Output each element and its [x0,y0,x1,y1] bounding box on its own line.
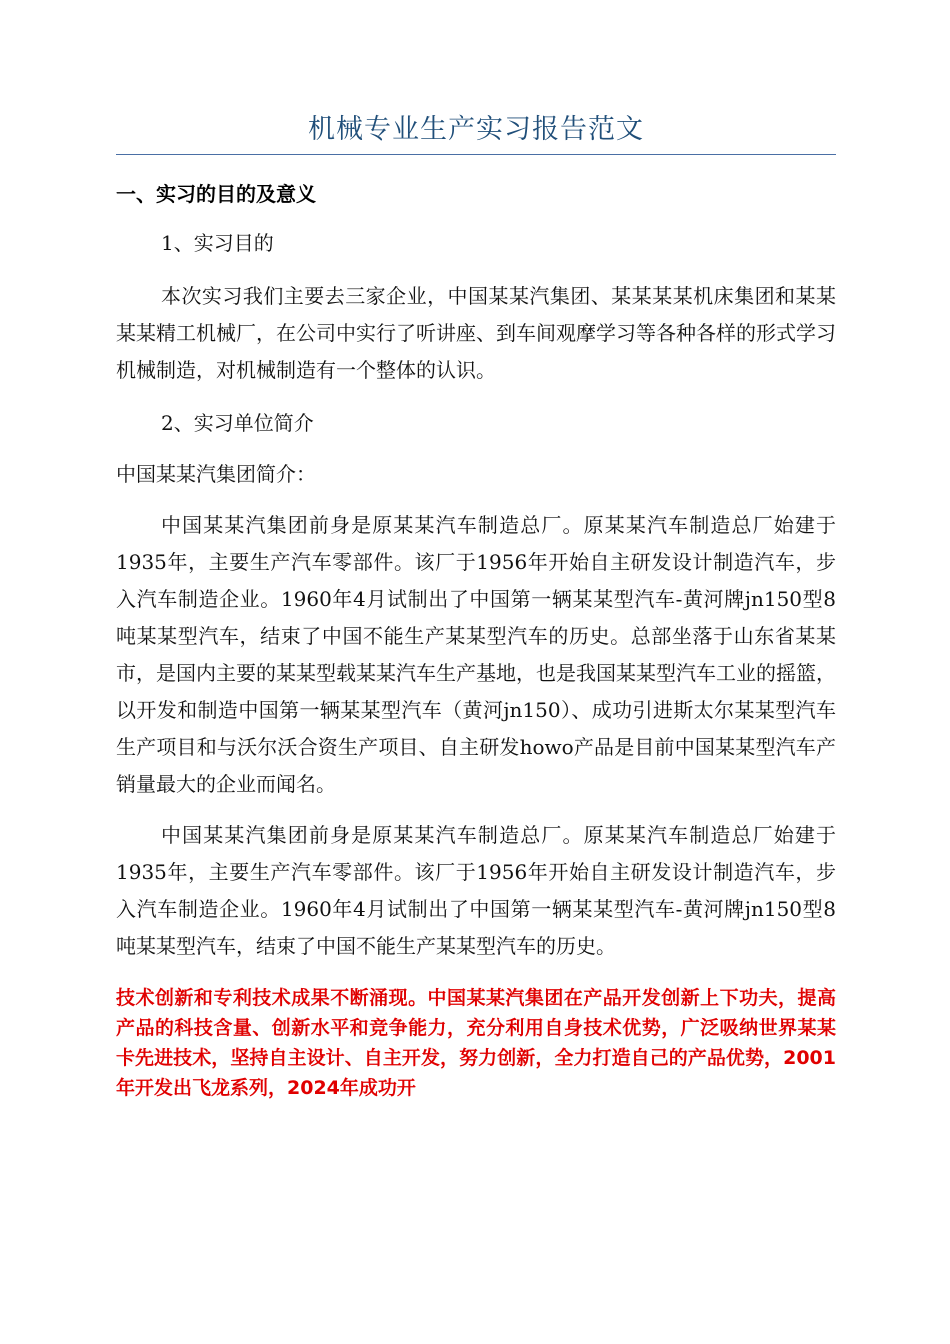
section-heading-purpose: 一、实习的目的及意义 [116,182,316,206]
paragraph-internship-overview: 本次实习我们主要去三家企业，中国某某汽集团、某某某某机床集团和某某某某精工机械厂，在公司中实行了听讲座、到车间观摩学习等各种各样的形式学习机械制造，对机械制造有一个整体的认识。 [116,284,836,382]
document-title: 机械专业生产实习报告范文 [116,110,836,155]
document-content [116,110,836,1122]
paragraph-company-history-repeat: 中国某某汽集团前身是原某某汽车制造总厂。原某某汽车制造总厂始建于1935年，主要生产汽车零部件。该厂于1956年开始自主研发设计制造汽车，步入汽车制造企业。1960年4月试制出了中国第一辆某某型汽车-黄河牌jn150型8吨某某型汽车，结束了中国不能生产某某型汽车的历史。 [116,823,836,958]
subheading-company-intro: 2、实习单位简介 [161,411,314,435]
paragraph-company-history: 中国某某汽集团前身是原某某汽车制造总厂。原某某汽车制造总厂始建于1935年，主要生产汽车零部件。该厂于1956年开始自主研发设计制造汽车，步入汽车制造企业。1960年4月试制出了中国第一辆某某型汽车-黄河牌jn150型8吨某某型汽车，结束了中国不能生产某某型汽车的历史。总部坐落于山东省某某市，是国内主要的某某型载某某汽车生产基地，也是我国某某型汽车工业的摇篮，以开发和制造中国第一辆某某型汽车（黄河jn150）、成功引进斯太尔某某型汽车生产项目和与沃尔沃合资生产项目、自主研发howo产品是目前中国某某型汽车产销量最大的企业而闻名。 [116,513,836,796]
subheading-purpose: 1、实习目的 [161,231,274,255]
paragraph-highlighted-innovation: 技术创新和专利技术成果不断涌现。中国某某汽集团在产品开发创新上下功夫，提高产品的科技含量、创新水平和竞争能力，充分利用自身技术优势，广泛吸纳世界某某卡先进技术，坚持自主设计、自主开发，努力创新，全力打造自己的产品优势，2001年开发出飞龙系列，2024年成功开 [116,987,836,1099]
company-intro-label: 中国某某汽集团简介： [116,462,316,486]
